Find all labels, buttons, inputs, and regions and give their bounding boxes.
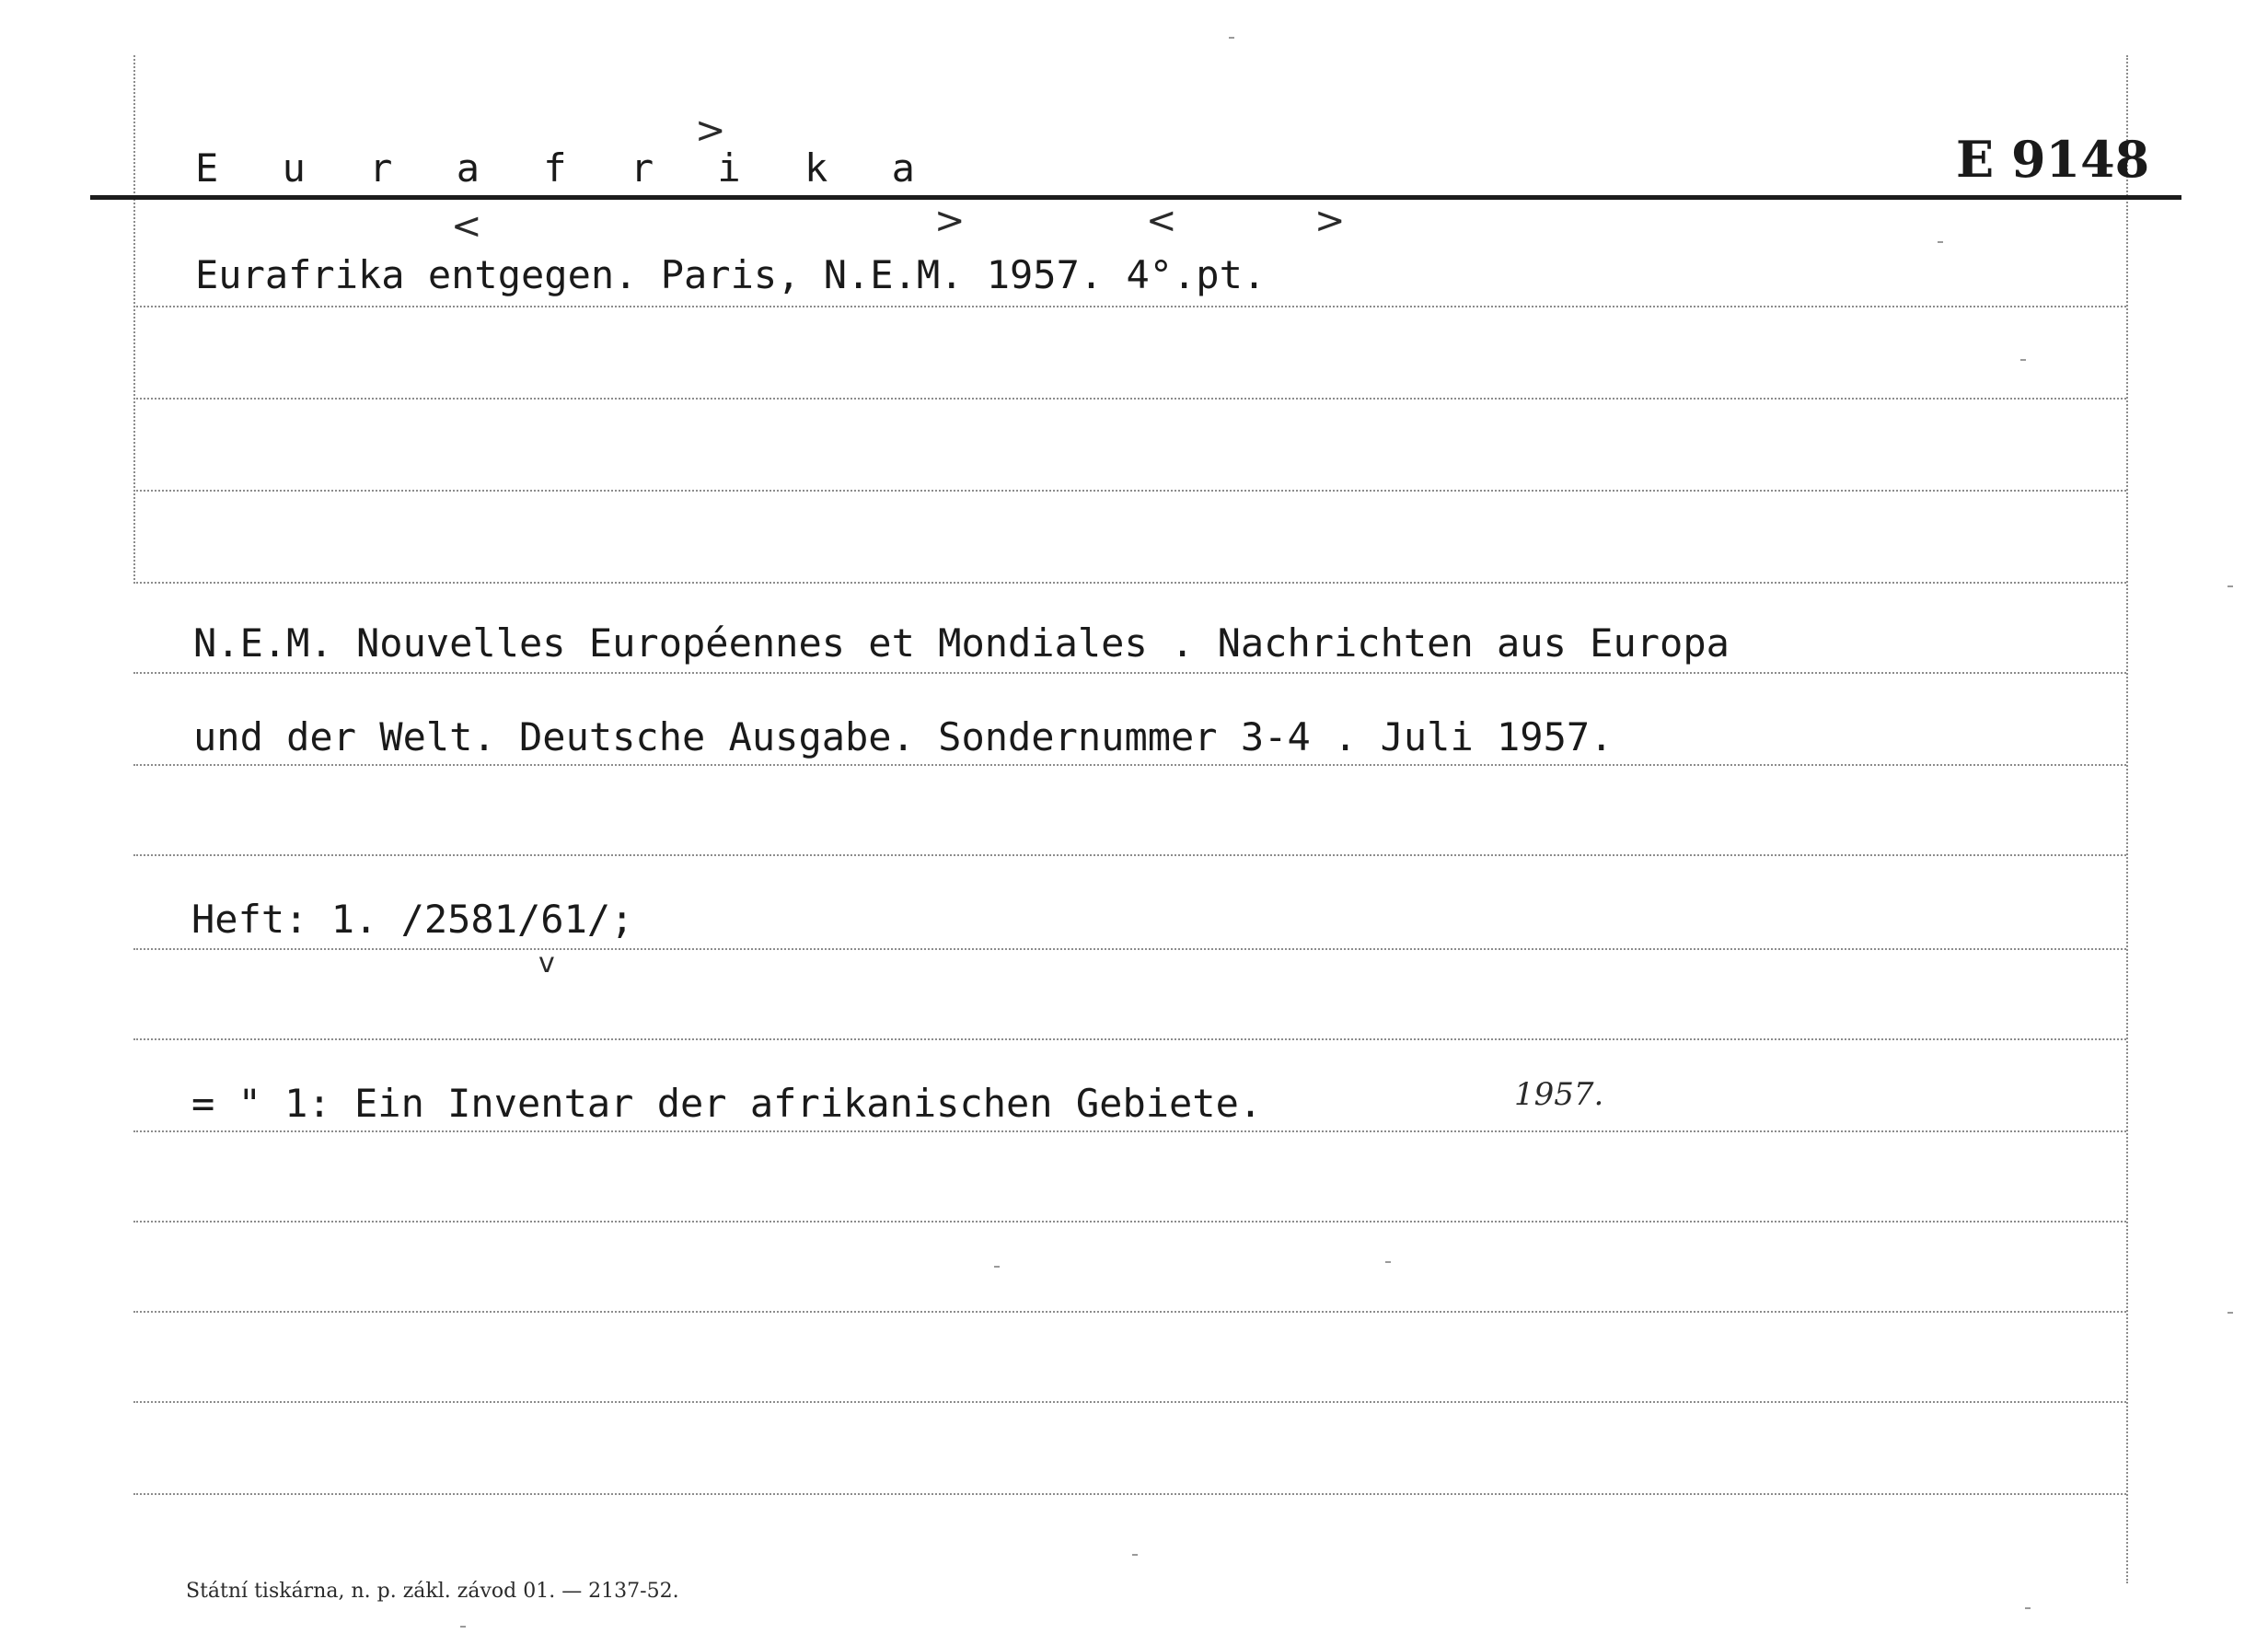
speck [1938,241,1943,243]
speck [2025,1607,2031,1609]
rule-8 [133,948,2126,950]
rule-12 [133,1311,2126,1313]
title-entry: Eurafrika entgegen. Paris, N.E.M. 1957. 4°.pt. [195,252,1267,297]
rule-2 [133,398,2126,400]
rule-11 [133,1221,2126,1223]
rule-1 [133,306,2126,307]
rule-6 [133,764,2126,766]
speck [1132,1554,1138,1556]
call-number: E 9148 [1956,130,2150,189]
rule-3 [133,490,2126,492]
series-note-line-1: N.E.M. Nouvelles Européennes et Mondiales . Nachrichten aus Europa [193,620,1730,666]
series-note-line-2: und der Welt. Deutsche Ausgabe. Sondernummer 3-4 . Juli 1957. [193,714,1614,759]
speck [2228,585,2233,587]
rule-14 [133,1493,2126,1495]
speck [1385,1261,1391,1263]
holdings-line: Heft: 1. /2581/61/; [191,897,634,942]
analytic-entry: = " 1: Ein Inventar der afrikanischen Gebiete. [191,1081,1263,1126]
rule-10 [133,1130,2126,1132]
heading-rule [90,195,2181,200]
speck [460,1626,466,1628]
entry-edit-mark-3: < [1146,200,1177,242]
entry-edit-mark-1: < [451,205,482,248]
rule-4 [133,582,2126,584]
speck [2020,359,2026,361]
holdings-check-mark: v [538,947,555,979]
rule-7 [133,854,2126,856]
rule-5 [133,672,2126,674]
speck [2228,1312,2233,1314]
right-margin-line [2126,55,2128,1583]
printer-imprint: Státní tiskárna, n. p. zákl. závod 01. — 2137-52. [186,1580,679,1603]
heading-edit-mark: > [695,110,726,152]
entry-edit-mark-2: > [934,200,966,242]
left-margin-line [133,55,135,580]
entry-edit-mark-4: > [1314,200,1346,242]
handwritten-year: 1957. [1514,1076,1604,1113]
rule-13 [133,1401,2126,1403]
card-heading: E u r a f r i k a [195,145,935,191]
speck [994,1266,1000,1268]
speck [1229,37,1234,39]
rule-9 [133,1038,2126,1040]
